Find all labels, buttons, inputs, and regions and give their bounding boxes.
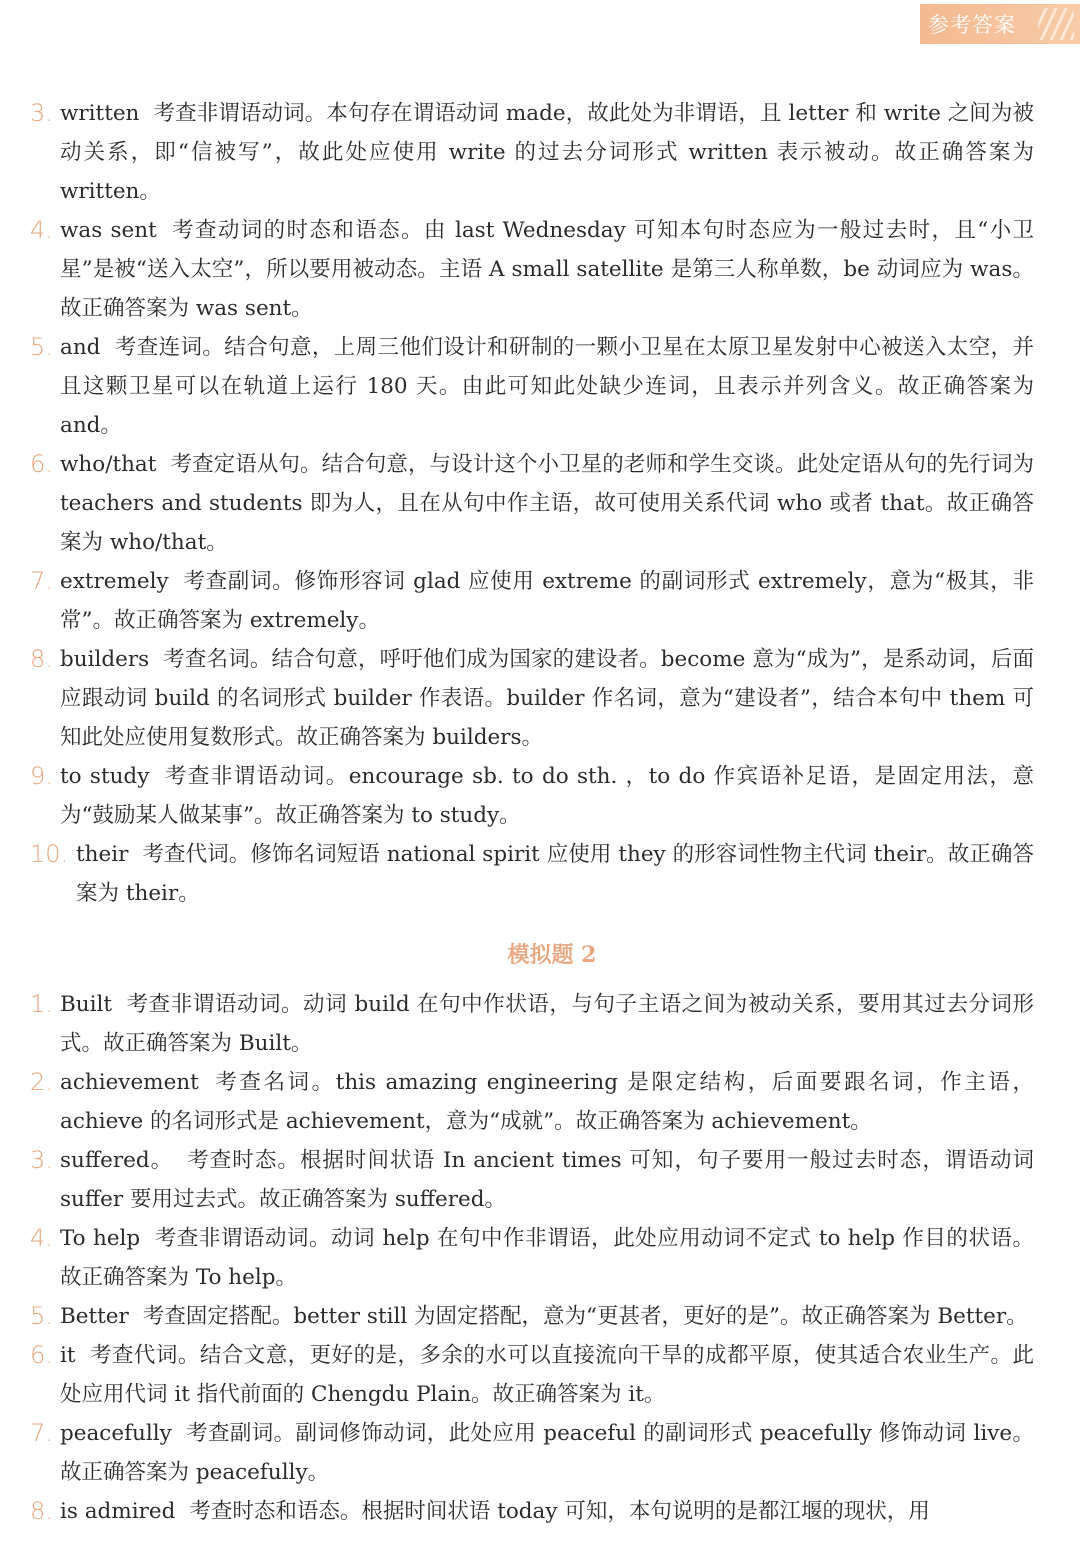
answer-word: and — [60, 335, 101, 360]
item-number: 5. — [30, 1302, 53, 1330]
answer-word: who/that — [60, 452, 157, 477]
item-number: 1. — [30, 990, 53, 1018]
explanation-text: 考查名词。this amazing engineering 是限定结构，后面要跟名词，作主语，achieve 的名词形式是 achievement，意为“成就”。故正确答案为 achievement。 — [60, 1070, 1034, 1134]
answer-word: To help — [60, 1226, 141, 1251]
answer-item — [30, 328, 1034, 445]
explanation-text: 考查非谓语动词。encourage sb. to do sth. ，to do 作宾语补足语，是固定用法，意为“鼓励某人做某事”。故正确答案为 to study。 — [60, 764, 1034, 828]
item-number: 8. — [30, 645, 53, 673]
item-number: 6. — [30, 1341, 53, 1369]
item-number: 6. — [30, 450, 53, 478]
answer-word: suffered。 — [60, 1148, 174, 1173]
answer-item — [30, 445, 1034, 562]
answer-item — [30, 985, 1034, 1063]
answer-key-tab — [920, 4, 1080, 44]
explanation-text: 考查时态。根据时间状语 In ancient times 可知，句子要用一般过去时态，谓语动词 suffer 要用过去式。故正确答案为 suffered。 — [60, 1148, 1034, 1212]
answer-item — [30, 1297, 1034, 1336]
answer-item — [30, 1492, 1034, 1531]
answer-group-2 — [30, 985, 1034, 1531]
answer-word: was sent — [60, 218, 157, 243]
item-number: 3. — [30, 99, 53, 127]
explanation-text: 考查非谓语动词。本句存在谓语动词 made，故此处为非谓语，且 letter 和 write 之间为被动关系，即“信被写”，故此处应使用 write 的过去分词形式 written 表示被动。故正确答案为 written。 — [60, 101, 1034, 204]
section-title: 模拟题 2 — [507, 942, 597, 968]
answer-word: their — [76, 842, 129, 867]
answer-item — [30, 640, 1034, 757]
answer-item — [30, 757, 1034, 835]
answer-word: to study — [60, 764, 150, 789]
answer-word: written — [60, 101, 140, 126]
answer-content — [30, 94, 1034, 1531]
answer-item — [30, 1414, 1034, 1492]
explanation-text: 考查代词。修饰名词短语 national spirit 应使用 they 的形容词性物主代词 their。故正确答案为 their。 — [76, 842, 1034, 906]
answer-item — [30, 211, 1034, 328]
answer-item — [30, 1141, 1034, 1219]
answer-item — [30, 94, 1034, 211]
answer-item — [30, 835, 1034, 913]
explanation-text: 考查非谓语动词。动词 help 在句中作非谓语，此处应用动词不定式 to help 作目的状语。故正确答案为 To help。 — [60, 1226, 1034, 1290]
answer-group-1 — [30, 94, 1034, 913]
answer-word: peacefully — [60, 1421, 172, 1446]
item-number: 7. — [30, 567, 53, 595]
item-number: 9. — [30, 762, 53, 790]
item-number: 4. — [30, 216, 53, 244]
explanation-text: 考查连词。结合句意，上周三他们设计和研制的一颗小卫星在太原卫星发射中心被送入太空，并且这颗卫星可以在轨道上运行 180 天。由此可知此处缺少连词，且表示并列含义。故正确答案为 and。 — [60, 335, 1034, 438]
answer-word: builders — [60, 647, 150, 672]
answer-word: Built — [60, 992, 113, 1017]
answer-word: achievement — [60, 1070, 199, 1095]
explanation-text: 考查非谓语动词。动词 build 在句中作状语，与句子主语之间为被动关系，要用其过去分词形式。故正确答案为 Built。 — [60, 992, 1034, 1056]
explanation-text: 考查定语从句。结合句意，与设计这个小卫星的老师和学生交谈。此处定语从句的先行词为 teachers and students 即为人，且在从句中作主语，故可使用关系代词 who 或者 that。故正确答案为 who/that。 — [60, 452, 1034, 555]
item-number: 7. — [30, 1419, 53, 1447]
explanation-text: 考查名词。结合句意，呼吁他们成为国家的建设者。become 意为“成为”，是系动词，后面应跟动词 build 的名词形式 builder 作表语。builder 作名词，意为“建设者”，结合本句中 them 可知此处应使用复数形式。故正确答案为 builders。 — [60, 647, 1034, 750]
item-number: 5. — [30, 333, 53, 361]
answer-word: extremely — [60, 569, 169, 594]
answer-key-label: 参考答案 — [928, 13, 1016, 37]
answer-word: is admired — [60, 1499, 176, 1524]
decorative-stripes — [1038, 8, 1074, 40]
item-number: 4. — [30, 1224, 53, 1252]
explanation-text: 考查副词。副词修饰动词，此处应用 peaceful 的副词形式 peacefully 修饰动词 live。故正确答案为 peacefully。 — [60, 1421, 1034, 1485]
answer-word: it — [60, 1343, 76, 1368]
explanation-text: 考查动词的时态和语态。由 last Wednesday 可知本句时态应为一般过去时，且“小卫星”是被“送入太空”，所以要用被动态。主语 A small satellite 是第三人称单数，be 动词应为 was。 故正确答案为 was sent。 — [60, 218, 1035, 321]
item-number: 8. — [30, 1497, 53, 1525]
answer-item — [30, 1336, 1034, 1414]
answer-item — [30, 1219, 1034, 1297]
item-number: 3. — [30, 1146, 53, 1174]
item-number: 10. — [30, 840, 69, 868]
answer-word: Better — [60, 1304, 129, 1329]
explanation-text: 考查副词。修饰形容词 glad 应使用 extreme 的副词形式 extremely，意为“极其，非常”。故正确答案为 extremely。 — [60, 569, 1034, 633]
explanation-text: 考查固定搭配。better still 为固定搭配，意为“更甚者，更好的是”。故正确答案为 Better。 — [142, 1304, 1028, 1329]
answer-item — [30, 1063, 1034, 1141]
item-number: 2. — [30, 1068, 53, 1096]
explanation-text: 考查时态和语态。根据时间状语 today 可知，本句说明的是都江堰的现状，用 — [189, 1499, 930, 1524]
answer-item — [30, 562, 1034, 640]
explanation-text: 考查代词。结合文意，更好的是，多余的水可以直接流向干旱的成都平原，使其适合农业生产。此处应用代词 it 指代前面的 Chengdu Plain。故正确答案为 it。 — [60, 1343, 1034, 1407]
